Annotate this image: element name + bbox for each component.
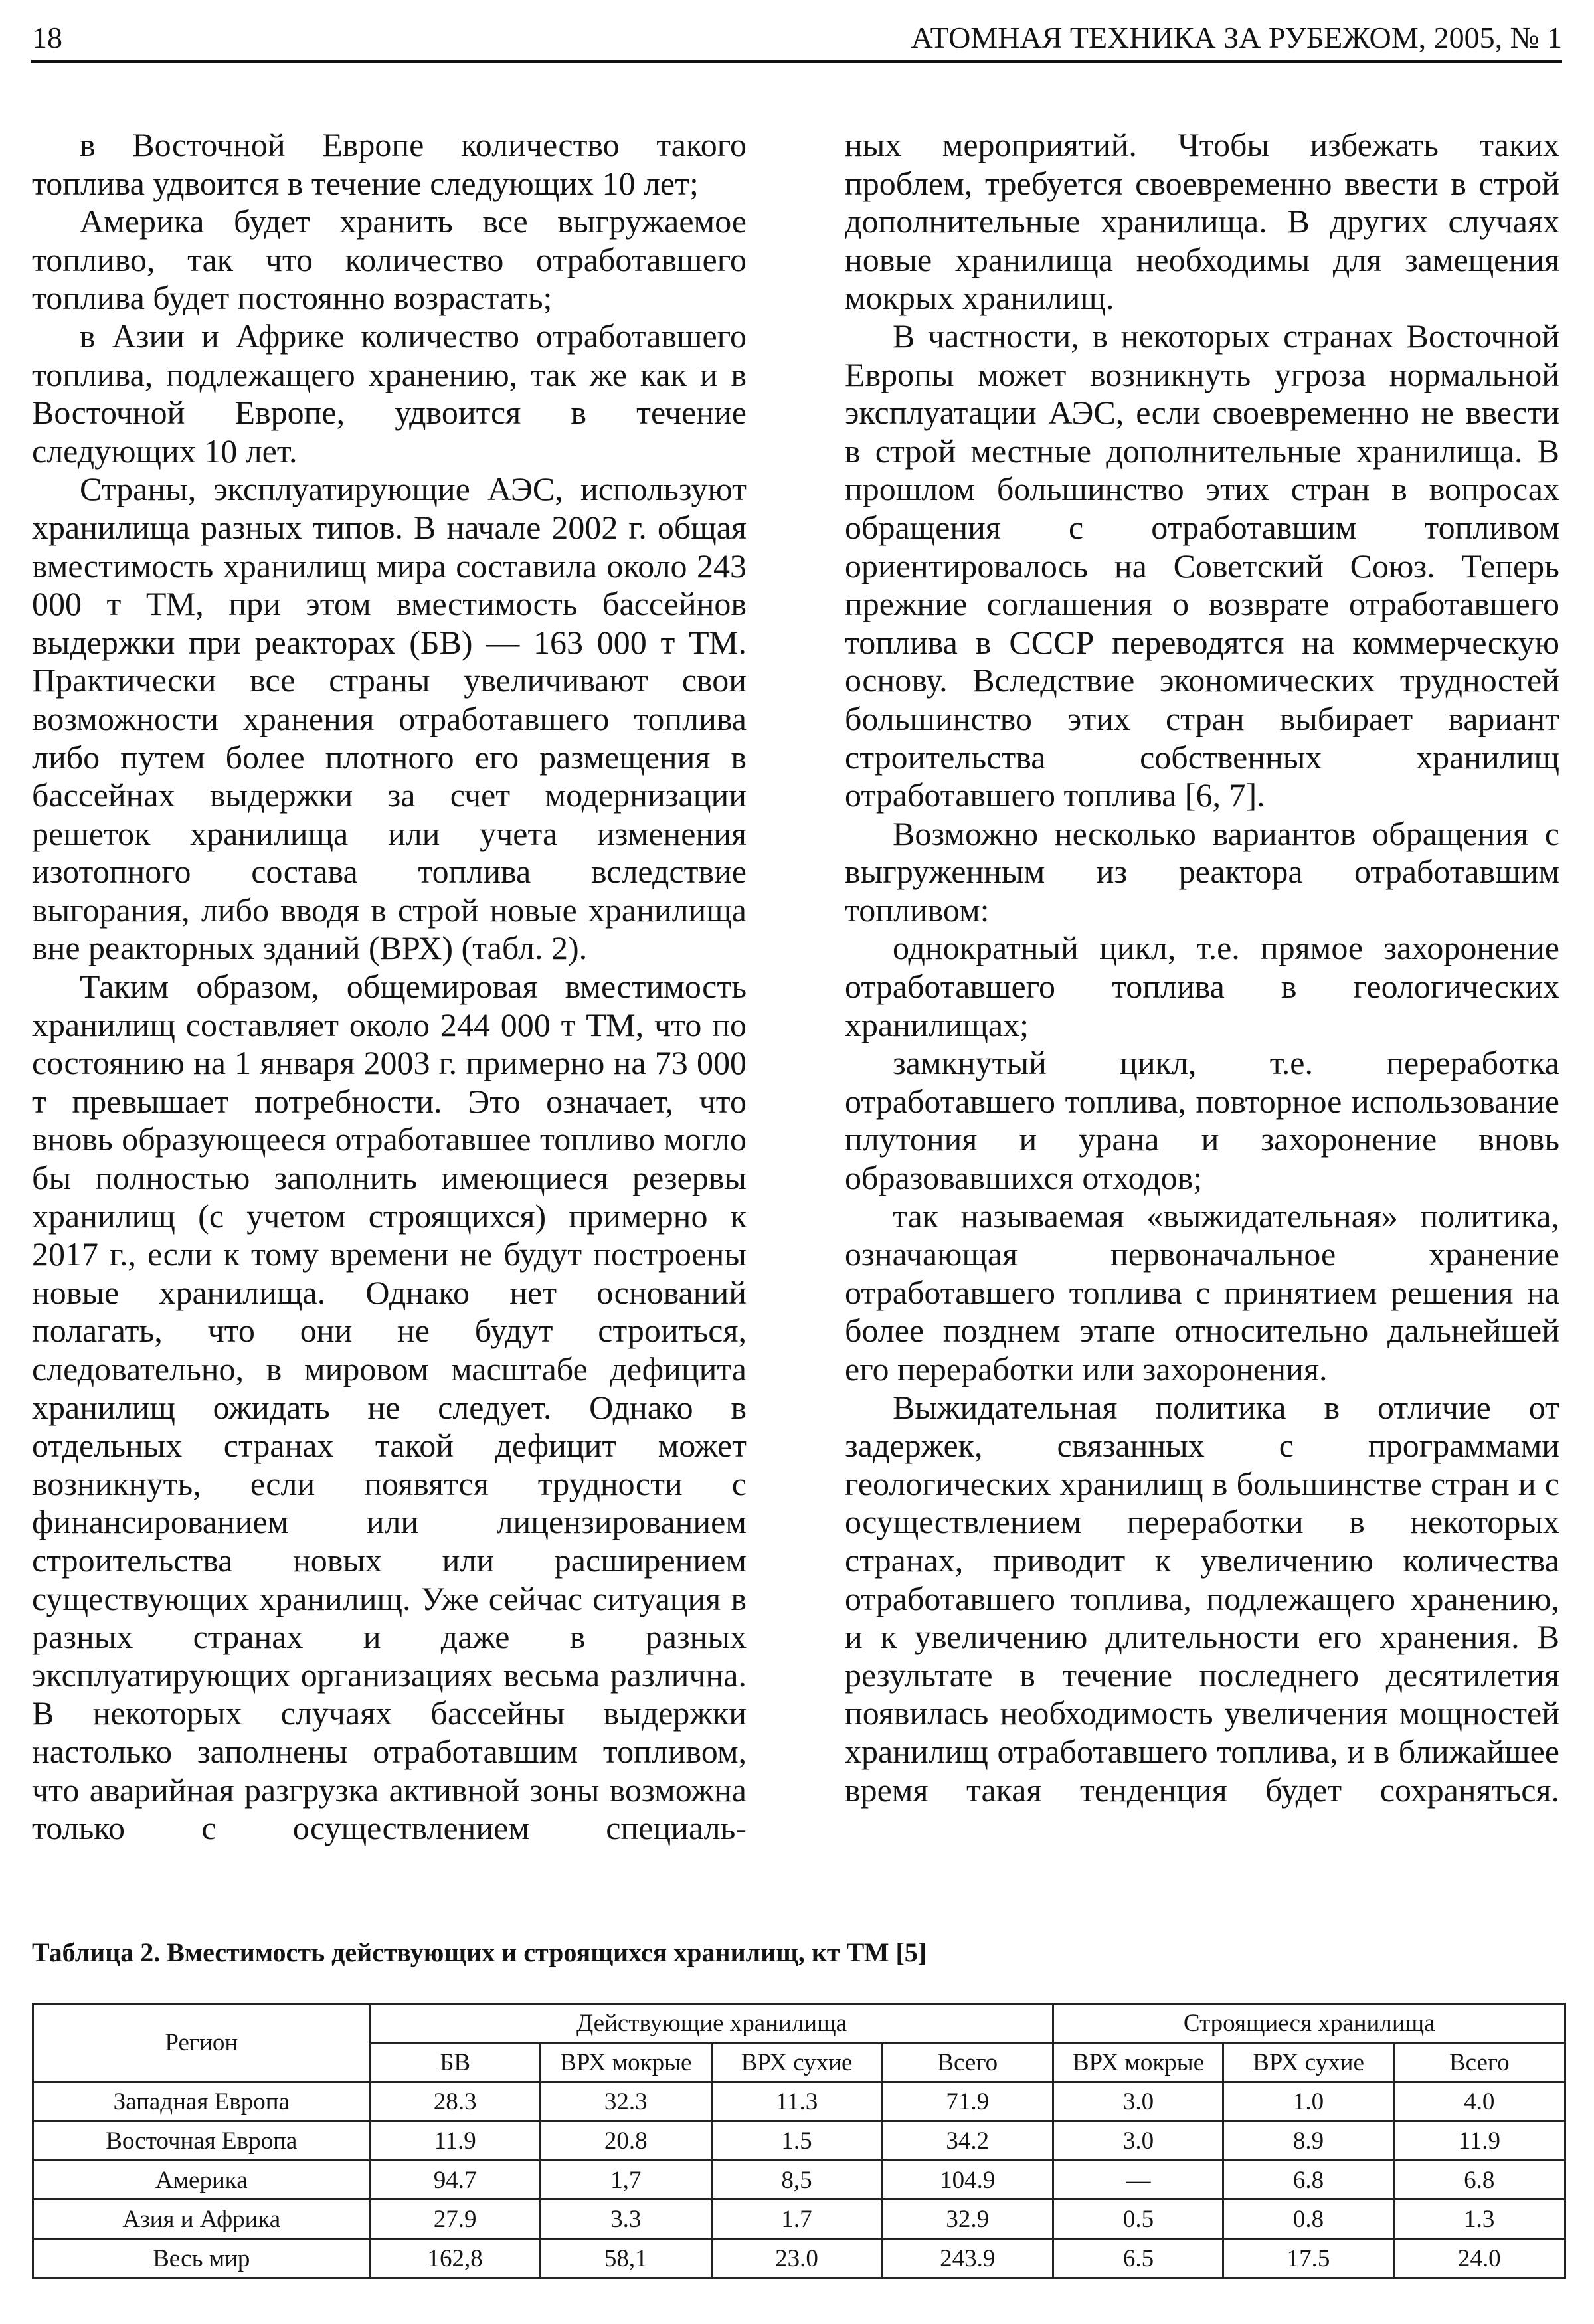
value-cell: 162,8	[370, 2239, 540, 2278]
table-row	[33, 2239, 1565, 2278]
value-cell: —	[1053, 2161, 1223, 2200]
paragraph: Страны, эксплуатирующие АЭС, используют хранилища разных типов. В начале 2002 г. общая вместимость хранилищ мира составила около 243 000 т ТМ, при этом вместимость бассейнов выдержки при реакторах (БВ) — 163 000 т ТМ. Практически все страны увеличивают свои возможности хранения отработавшего топлива либо путем более плотного его размещения в бассейнах выдержки за счет модернизации решеток хранилища или учета изменения изотопного состава топлива вследствие выгорания, либо вводя в строй новые хранилища вне реакторных зданий (ВРХ) (табл. 2).	[32, 470, 747, 967]
value-cell: 24.0	[1393, 2239, 1565, 2278]
list-item: замкнутый цикл, т.е. переработка отработавшего топлива, повторное использование плутония и урана и захоронение вновь образовавшихся отходов;	[845, 1044, 1559, 1197]
group-header-building: Строящиеся хранилища	[1053, 2004, 1565, 2043]
paragraph: в Азии и Африке количество отработавшего топлива, подлежащего хранению, так же как и в Восточной Европе, удвоится в течение следующих 10 лет.	[32, 317, 747, 470]
table-row	[33, 2121, 1565, 2161]
region-header: Регион	[33, 2004, 371, 2082]
value-cell: 32.3	[540, 2082, 711, 2121]
paragraph: ных мероприятий. Чтобы избежать таких проблем, требуется своевременно ввести в строй дополнительные хранилища. В других случаях новые хранилища необходимы для замещения мокрых хранилищ.	[845, 126, 1559, 317]
value-cell: 28.3	[370, 2082, 540, 2121]
value-cell: 0.5	[1053, 2200, 1223, 2239]
column-header: БВ	[370, 2043, 540, 2082]
list-item: однократный цикл, т.е. прямое захоронение отработавшего топлива в геологических хранилищах;	[845, 929, 1559, 1043]
left-column	[32, 126, 747, 1848]
column-header: ВРХ сухие	[711, 2043, 881, 2082]
value-cell: 6.8	[1223, 2161, 1393, 2200]
value-cell: 23.0	[711, 2239, 881, 2278]
paragraph: Выжидательная политика в отличие от задержек, связанных с программами геологических хранилищ в большинстве стран и с осуществлением переработки в некоторых странах, приводит к увеличению количества отработавшего топлива, подлежащего хранению, и к увеличению длительности его хранения. В результате в течение последнего десятилетия появилась необходимость увеличения мощностей хранилищ отработавшего топлива, и в ближайшее время такая тенденция будет сохраняться.	[845, 1388, 1559, 1809]
column-header: Всего	[882, 2043, 1053, 2082]
value-cell: 8,5	[711, 2161, 881, 2200]
column-header: ВРХ мокрые	[1053, 2043, 1223, 2082]
value-cell: 3.3	[540, 2200, 711, 2239]
value-cell: 6.8	[1393, 2161, 1565, 2200]
column-header: ВРХ сухие	[1223, 2043, 1393, 2082]
journal-title: АТОМНАЯ ТЕХНИКА ЗА РУБЕЖОМ, 2005, № 1	[911, 21, 1562, 54]
value-cell: 4.0	[1393, 2082, 1565, 2121]
right-column	[845, 126, 1559, 1809]
region-cell: Азия и Африка	[33, 2200, 371, 2239]
paragraph: Америка будет хранить все выгружаемое топливо, так что количество отработавшего топлива будет постоянно возрастать;	[32, 203, 747, 317]
column-header: Всего	[1393, 2043, 1565, 2082]
running-header	[32, 20, 1562, 60]
paragraph: В частности, в некоторых странах Восточной Европы может возникнуть угроза нормальной эксплуатации АЭС, если своевременно не ввести в строй местные дополнительные хранилища. В прошлом большинство этих стран в вопросах обращения с отработавшим топливом ориентировалось на Советский Союз. Теперь прежние соглашения о возврате отработавшего топлива в СССР переводятся на коммерческую основу. Вследствие экономических трудностей большинство этих стран выбирает вариант строительства собственных хранилищ отработавшего топлива [6, 7].	[845, 317, 1559, 814]
table-caption: Таблица 2. Вместимость действующих и строящихся хранилищ, кт ТМ [5]	[32, 1937, 927, 1967]
value-cell: 1.5	[711, 2121, 881, 2161]
value-cell: 32.9	[882, 2200, 1053, 2239]
page-number: 18	[32, 21, 62, 54]
value-cell: 11.9	[370, 2121, 540, 2161]
value-cell: 27.9	[370, 2200, 540, 2239]
table-row	[33, 2200, 1565, 2239]
value-cell: 20.8	[540, 2121, 711, 2161]
value-cell: 71.9	[882, 2082, 1053, 2121]
value-cell: 94.7	[370, 2161, 540, 2200]
paragraph: Возможно несколько вариантов обращения с выгруженным из реактора отработавшим топливом:	[845, 814, 1559, 929]
column-header: ВРХ мокрые	[540, 2043, 711, 2082]
value-cell: 58,1	[540, 2239, 711, 2278]
table-row	[33, 2161, 1565, 2200]
value-cell: 1.0	[1223, 2082, 1393, 2121]
region-cell: Западная Европа	[33, 2082, 371, 2121]
value-cell: 11.3	[711, 2082, 881, 2121]
value-cell: 243.9	[882, 2239, 1053, 2278]
table-row	[33, 2082, 1565, 2121]
region-cell: Восточная Европа	[33, 2121, 371, 2161]
group-header-operating: Действующие хранилища	[370, 2004, 1053, 2043]
header-rule	[31, 60, 1562, 63]
value-cell: 17.5	[1223, 2239, 1393, 2278]
value-cell: 34.2	[882, 2121, 1053, 2161]
value-cell: 0.8	[1223, 2200, 1393, 2239]
storage-capacity-table	[32, 2003, 1566, 2279]
value-cell: 1.7	[711, 2200, 881, 2239]
value-cell: 8.9	[1223, 2121, 1393, 2161]
value-cell: 104.9	[882, 2161, 1053, 2200]
region-cell: Америка	[33, 2161, 371, 2200]
value-cell: 3.0	[1053, 2121, 1223, 2161]
value-cell: 1.3	[1393, 2200, 1565, 2239]
value-cell: 6.5	[1053, 2239, 1223, 2278]
value-cell: 11.9	[1393, 2121, 1565, 2161]
region-cell: Весь мир	[33, 2239, 371, 2278]
paragraph: в Восточной Европе количество такого топлива удвоится в течение следующих 10 лет;	[32, 126, 747, 202]
list-item: так называемая «выжидательная» политика, означающая первоначальное хранение отработавшего топлива с принятием решения на более позднем этапе относительно дальнейшей его переработки или захоронения.	[845, 1197, 1559, 1387]
paragraph: Таким образом, общемировая вместимость хранилищ составляет около 244 000 т ТМ, что по состоянию на 1 января 2003 г. примерно на 73 000 т превышает потребности. Это означает, что вновь образующееся отработавшее топливо могло бы полностью заполнить имеющиеся резервы хранилищ (с учетом строящихся) примерно к 2017 г., если к тому времени не будут построены новые хранилища. Однако нет оснований полагать, что они не будут строиться, следовательно, в мировом масштабе дефицита хранилищ ожидать не следует. Однако в отдельных странах такой дефицит может возникнуть, если появятся трудности с финансированием или лицензированием строительства новых или расширением существующих хранилищ. Уже сейчас ситуация в разных странах и даже в разных эксплуатирующих организациях весьма различна. В некоторых случаях бассейны выдержки настолько заполнены отработавшим топливом, что аварийная разгрузка активной зоны возможна только с осуществлением специаль-	[32, 968, 747, 1847]
value-cell: 1,7	[540, 2161, 711, 2200]
value-cell: 3.0	[1053, 2082, 1223, 2121]
